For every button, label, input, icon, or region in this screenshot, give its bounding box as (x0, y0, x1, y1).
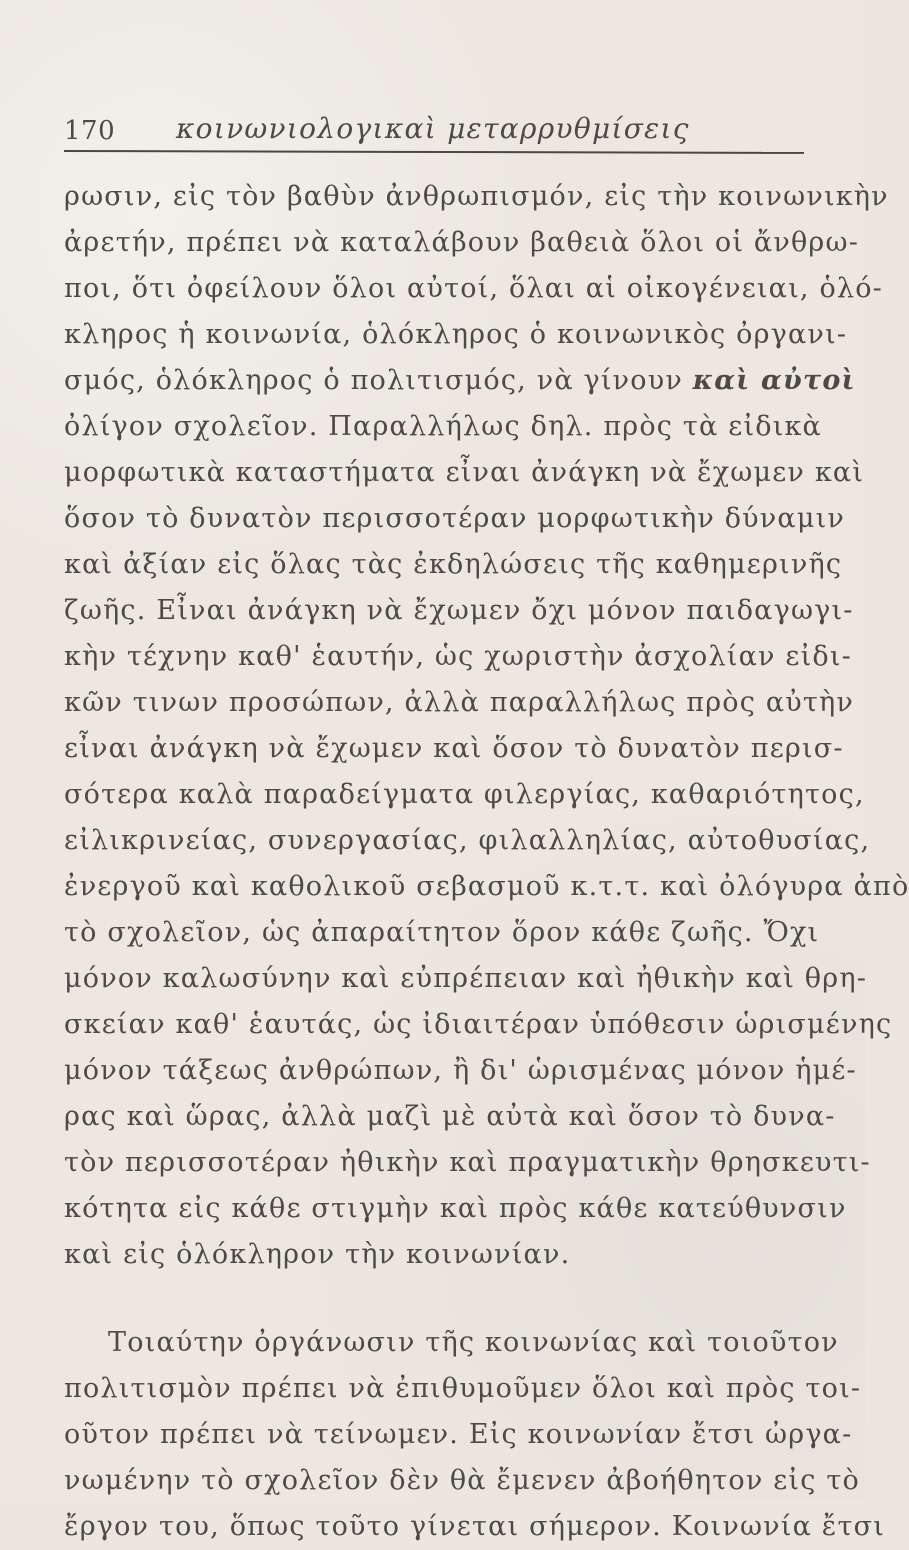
text-line-with-emphasis (64, 358, 856, 404)
text-line: εἶναι ἀνάγκη νὰ ἔχωμεν καὶ ὅσον τὸ δυνατὸν περισ- (64, 733, 844, 764)
text-line: τὸ σχολεῖον, ὡς ἀπαραίτητον ὅρον κάθε ζωῆς. Ὄχι (64, 917, 820, 948)
text-line: καὶ ἀξίαν εἰς ὅλας τὰς ἐκδηλώσεις τῆς καθημερινῆς (64, 549, 843, 580)
text-line: ποι, ὅτι ὀφείλουν ὅλοι αὐτοί, ὅλαι αἱ οἰκογένειαι, ὁλό- (64, 273, 883, 304)
text-line: κληρος ἡ κοινωνία, ὁλόκληρος ὁ κοινωνικὸς ὀργανι- (64, 319, 848, 350)
text-line: μορφωτικὰ καταστήματα εἶναι ἀνάγκη νὰ ἔχωμεν καὶ (64, 457, 865, 488)
text-line: σκείαν καθ' ἑαυτάς, ὡς ἰδιαιτέραν ὑπόθεσιν ὡρισμένης (64, 1009, 893, 1040)
body-text (64, 174, 909, 1550)
paragraph-2 (64, 1320, 886, 1550)
text-line: ἐνεργοῦ καὶ καθολικοῦ σεβασμοῦ κ.τ.τ. καὶ ὀλόγυρα ἀπὸ (64, 871, 909, 902)
text-line: σότερα καλὰ παραδείγματα φιλεργίας, καθαριότητος, (64, 779, 865, 810)
page-header (64, 110, 804, 154)
text-line: κῶν τινων προσώπων, ἀλλὰ παραλλήλως πρὸς αὐτὴν (64, 687, 855, 718)
text-line: πολιτισμὸν πρέπει νὰ ἐπιθυμοῦμεν ὅλοι καὶ πρὸς τοι- (64, 1373, 862, 1404)
text-line: τὸν περισσοτέραν ἠθικὴν καὶ πραγματικὴν θρησκευτι- (64, 1147, 871, 1178)
text-line: ρωσιν, εἰς τὸν βαθὺν ἀνθρωπισμόν, εἰς τὴν κοινωνικὴν (64, 181, 889, 212)
text-line: κὴν τέχνην καθ' ἑαυτήν, ὡς χωριστὴν ἀσχολίαν εἰδι- (64, 641, 852, 672)
text-line: ζωῆς. Εἶναι ἀνάγκη νὰ ἔχωμεν ὄχι μόνον παιδαγωγι- (64, 595, 854, 626)
text-line: νωμένην τὸ σχολεῖον δὲν θὰ ἔμενεν ἀβοήθητον εἰς τὸ (64, 1465, 860, 1496)
text-line: ὅσον τὸ δυνατὸν περισσοτέραν μορφωτικὴν δύναμιν (64, 503, 845, 534)
text-line: μόνον καλωσύνην καὶ εὐπρέπειαν καὶ ἠθικὴν καὶ θρη- (64, 963, 868, 994)
text-line: ρας καὶ ὥρας, ἀλλὰ μαζὶ μὲ αὐτὰ καὶ ὅσον τὸ δυνα- (64, 1101, 836, 1132)
paragraph-1 (64, 174, 909, 1278)
text-line: μόνον τάξεως ἀνθρώπων, ἢ δι' ὡρισμένας μόνον ἡμέ- (64, 1055, 857, 1086)
page-number: 170 (64, 116, 116, 146)
text-line: οῦτον πρέπει νὰ τείνωμεν. Εἰς κοινωνίαν ἔτσι ὠργα- (64, 1419, 853, 1450)
text-line: ἔργον του, ὅπως τοῦτο γίνεται σήμερον. Κοινωνία ἔτσι (64, 1511, 886, 1542)
header-rule (64, 150, 804, 154)
text-line: εἰλικρινείας, συνεργασίας, φιλαλληλίας, αὐτοθυσίας, (64, 825, 871, 856)
text-line: ἀρετήν, πρέπει νὰ καταλάβουν βαθειὰ ὅλοι οἱ ἄνθρω- (64, 227, 860, 258)
running-head: κοινωνιολογικαὶ μεταρρυθμίσεις (176, 112, 690, 145)
line-text: σμός, ὁλόκληρος ὁ πολιτισμός, νὰ γίνουν (64, 365, 693, 396)
paragraph-gap (64, 1278, 808, 1320)
text-line: κότητα εἰς κάθε στιγμὴν καὶ πρὸς κάθε κατεύθυνσιν (64, 1193, 847, 1224)
text-line: ὀλίγον σχολεῖον. Παραλλήλως δηλ. πρὸς τὰ εἰδικὰ (64, 411, 822, 442)
text-line: Τοιαύτην ὀργάνωσιν τῆς κοινωνίας καὶ τοιοῦτον (108, 1327, 839, 1358)
text-line: καὶ εἰς ὁλόκληρον τὴν κοινωνίαν. (64, 1239, 571, 1270)
emphasized-text: καὶ αὐτοὶ (692, 365, 856, 396)
